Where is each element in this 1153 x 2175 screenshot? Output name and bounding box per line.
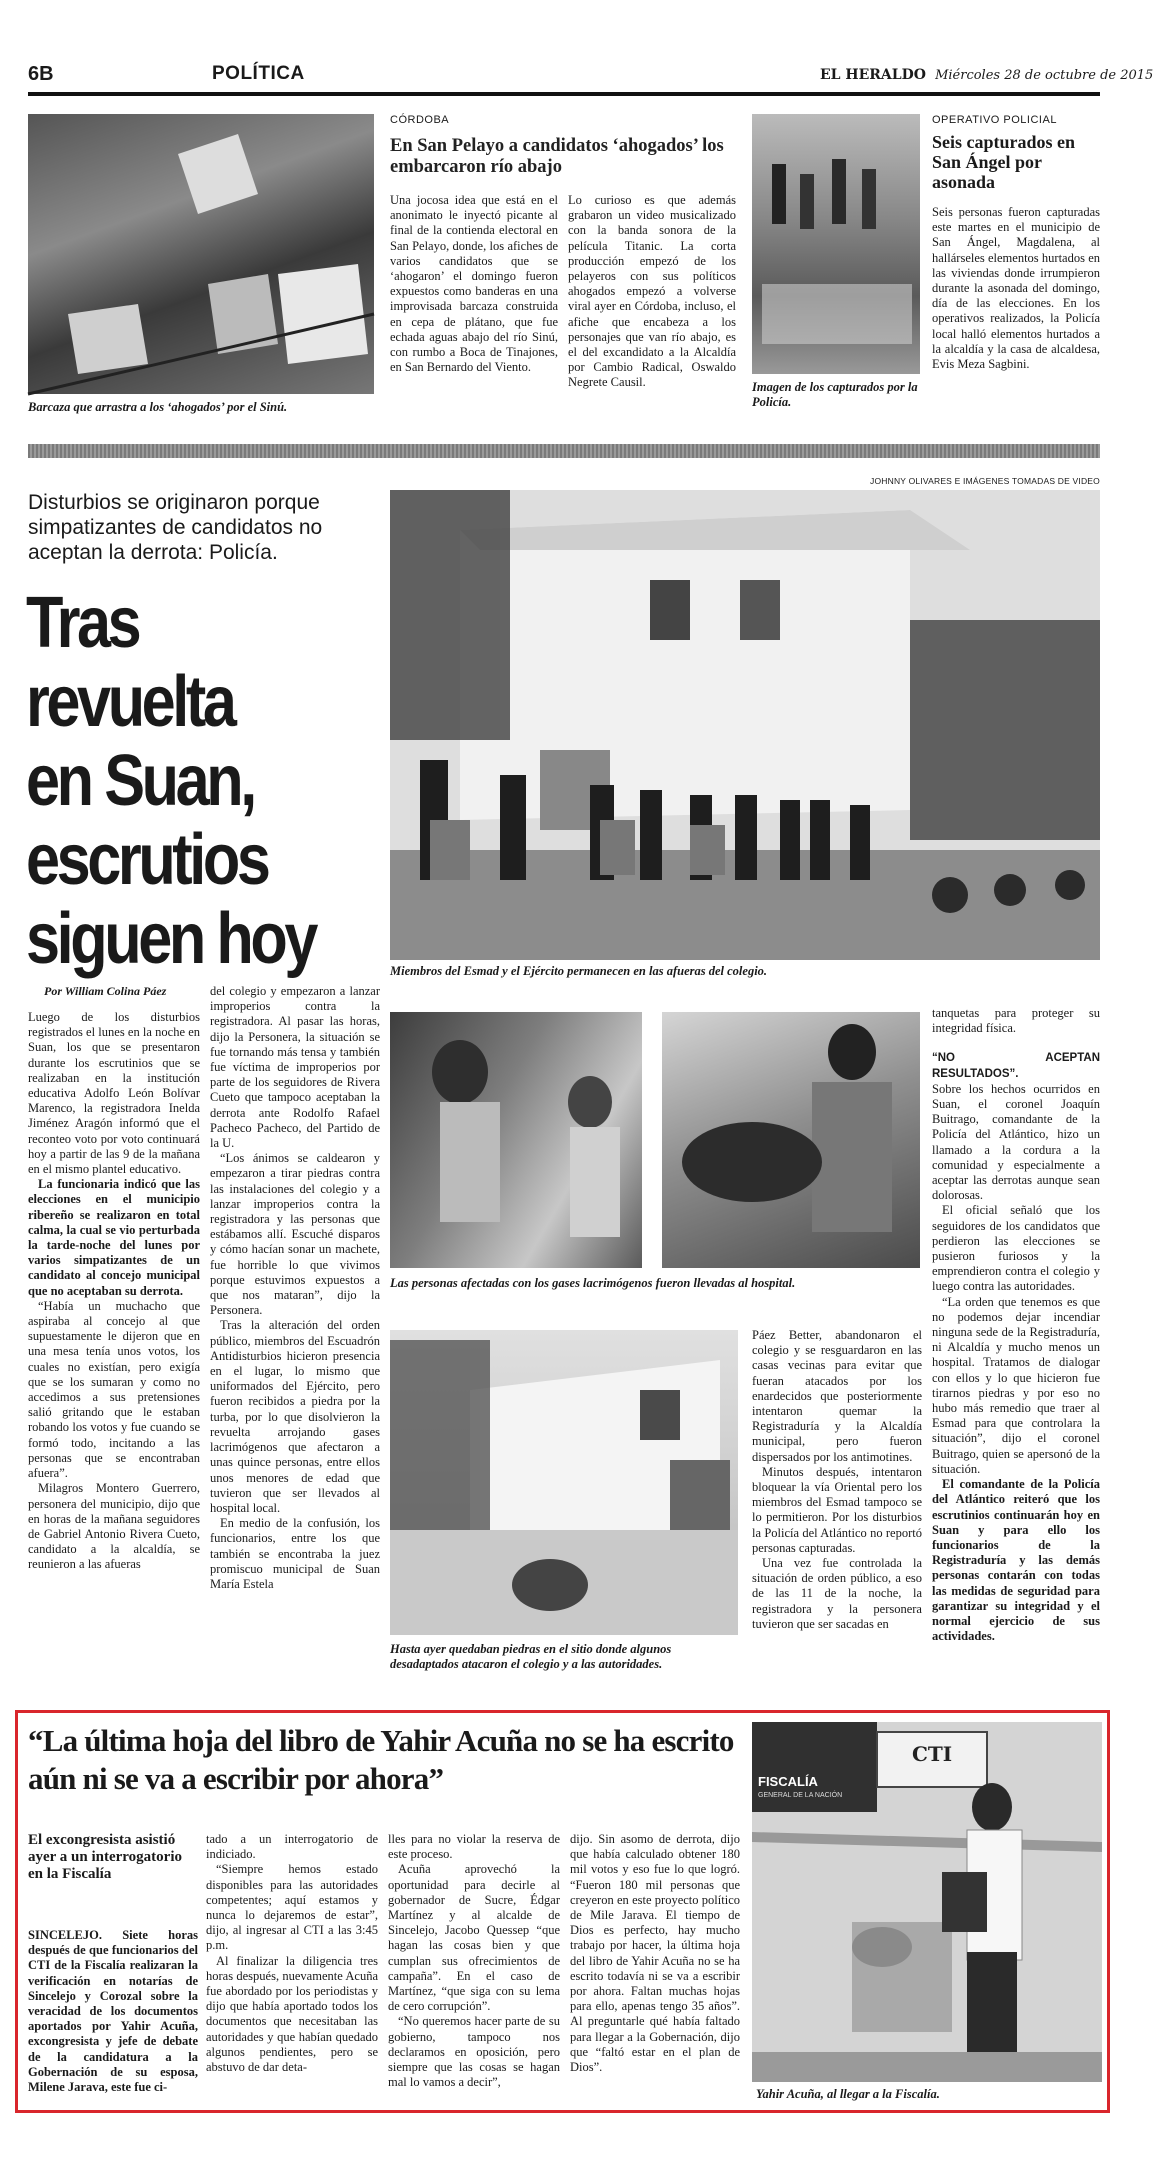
paragraph: Sobre los hechos ocurridos en Suan, el coronel Joaquín Buitrago, comandante de la Policía del Atlántico, hizo un llamado a la cordura a la comunidad y especialmente a aceptar las derrotas aunque sean dolorosas. [932,1081,1100,1203]
cordoba-kicker: CÓRDOBA [390,114,450,126]
san-pelayo-headline: En San Pelayo a candidatos ‘ahogados’ los embarcaron río abajo [390,136,724,177]
paragraph: La funcionaria indicó que las elecciones en el municipio ribereño se realizaron en total calma, la cual se vio perturbada la tarde-noche del lunes por varios simpatizantes de un candidato al concejo municipal que no aceptaban su derrota. [28,1177,200,1298]
paragraph: tado a un interrogatorio de indiciado. [206,1832,378,1862]
paragraph: Una vez fue controlada la situación de orden público, a eso de las 11 de la noche, la registradora y la personera tuvieron que ser sacadas en [752,1556,922,1631]
paragraph: Lo curioso es que además grabaron un video musicalizado con la banda sonora de la película Titanic. La corta producción empezó de los pelayeros con sus políticos ahogados empezó a volverse viral ayer en Córdoba, incluso, el afiche que encabeza a los personajes que van río abajo, es el del excandidato a la Alcaldía por Cambio Radical, Oswaldo Negrete Causil. [568,193,736,390]
headline-line: Tras revuelta [26,583,234,742]
gas-victims-photo-right [662,1012,920,1268]
paragraph: En medio de la confusión, los funcionarios, entre los que también se encontraba la juez promiscuo municipal de Suan María Estela [210,1516,380,1591]
paragraph: El comandante de la Policía del Atlántico reiteró que los escrutinios continuarán hoy en Suan y para ello los funcionarios de la Registraduría y las demás personas contarán con todas las medidas de seguridad para garantizar su integridad y el normal ejercicio de sus actividades. [932,1477,1100,1644]
paragraph: Minutos después, intentaron bloquear la vía Oriental pero los miembros del Esmad tampoco se lo permitieron. Por los disturbios la Policía del Atlántico no reportó personas capturadas. [752,1464,922,1555]
paragraph: Páez Better, abandonaron el colegio y se resguardaron en las casas vecinas para evitar que fueran atacados por los enardecidos que posteriormente intentaron quemar la Registraduría y la Alcaldía municipal, pero fueron dispersados por los antimotines. [752,1328,922,1464]
header-rule [28,92,1100,96]
stones-caption: Hasta ayer quedaban piedras en el sitio donde algunos desadaptados atacaron el colegio y a las autoridades. [390,1642,672,1671]
paragraph: Seis personas fueron capturadas este martes en el municipio de San Ángel, Magdalena, al hallárseles elementos hurtados en las viviendas donde irrumpieron durante la asonada del domingo, día de las elecciones. En los operativos realizados, la Policía local halló elementos hurtados a la alcaldía y la casa de alcaldesa, Evis Meza Sagbini. [932,205,1100,372]
paragraph: “Había un muchacho que aspiraba al concejo al que supuestamente le dijeron que en una mesa tenía unos votos, los cuales no existían, pero exigía que se los sumaran y como no accedimos a sus pretensiones salió gritando que le estaban robando los votos y fue cuando se formó todo, incitando a las personas que se encontraban afuera”. [28,1298,200,1481]
acuna-col3 [388,1832,560,2102]
acuna-col4 [570,1832,740,2102]
paragraph: dijo. Sin asomo de derrota, dijo que había calculado obtener 180 mil votos y eso fue lo que logró. “Fueron 180 mil personas que creyeron en este proyecto político de Mile Jarava. El tiempo de Dios es perfecto, hay mucho trabajo por hacer, la última hoja del libro de Yahir Acuña no se ha escrito todavía ni se va a escribir por ahora. Faltan muchas hojas para ello, apenas tengo 35 años”. Al preguntarle qué había faltado para llegar a la Gobernación, dijo que “faltó estar en el plan de Dios”. [570,1832,740,2075]
paragraph: del colegio y empezaron a lanzar improperios contra la registradora. Al pasar las horas, dijo la Personera, la situación se fue tornando más tensa y también fue víctima de improperios por parte de los seguidores de Rivera Cueto que tampoco aceptaban la derrota ante Rodolfo Rafael Pacheco Pacheco, del Partido de la U. [210,984,380,1151]
paragraph: Acuña aprovechó la oportunidad para decirle al gobernador de Sucre, Édgar Martínez y al alcalde de Sincelejo, Jacobo Quessep “que hagan las cosas bien y que cumplan sus ofrecimientos de campaña”. En el caso de Martínez, “que siga con su lema de cero corrupción”. [388,1862,560,2014]
paragraph: “Siempre hemos estado disponibles para las autoridades competentes; aquí estamos y nunca lo dejaremos de estar”, dijo, al ingresar al CTI a las 3:45 p.m. [206,1862,378,1953]
main-col2 [210,984,380,1714]
main-col3 [752,1328,922,1688]
captured-photo [752,114,920,374]
masthead [820,64,1153,83]
acuna-col2 [206,1832,378,2102]
photo-credit: JOHNNY OLIVARES E IMÁGENES TOMADAS DE VIDEO [870,476,1100,486]
cti-sign: CTI [912,1742,953,1766]
paragraph: Al finalizar la diligencia tres horas después, nuevamente Acuña fue abordado por los periodistas y dijo que había aportado todos los documentos que necesitaban las autoridades y que habían quedado algunos pendientes, pero se abstuvo de dar deta- [206,1953,378,2075]
paragraph: lles para no violar la reserva de este proceso. [388,1832,560,1862]
stones-photo [390,1330,738,1635]
acuna-photo [752,1722,1102,2082]
headline-line: en Suan, [26,741,254,821]
paragraph: Luego de los disturbios registrados el lunes en la noche en Suan, los que se presentaron durante los escrutinios que se realizaban en la institución educativa Adolfo León Bolívar Marenco, la registradora Inelda Jiménez Aragón informó que el reconteo voto por voto continuará hoy a partir de las 9 de la mañana en el mismo plantel educativo. [28,1010,200,1177]
barge-photo-caption: Barcaza que arrastra a los ‘ahogados’ por el Sinú. [28,400,288,414]
gas-victims-photo-left [390,1012,642,1268]
acuna-photo-caption: Yahir Acuña, al llegar a la Fiscalía. [756,2087,940,2101]
san-pelayo-col2 [568,193,736,418]
fiscalia-sign [758,1774,818,1789]
paragraph: Milagros Montero Guerrero, personera del municipio, dijo que en horas de la mañana seguidores de Gabriel Antonio Rivera Cueto, candidato a la alcaldía, se reunieron a las afueras [28,1481,200,1572]
acuna-col1 [28,1928,198,2103]
main-col4 [932,1006,1100,1696]
barge-photo [28,114,374,394]
paragraph: “La orden que tenemos es que no podemos dejar incendiar ninguna sede de la Registraduría, ni Alcaldía y mucho menos un hospital. Tratamos de dialogar con ellos y lo que hicieron fue tirarnos piedras y por eso no hubo más remedio que traer al Esmad para que controlara la situación”, dijo el coronel Buitrago, quien se apersonó de la situación. [932,1294,1100,1476]
section-divider-band [28,444,1100,458]
acuna-headline: “La última hoja del libro de Yahir Acuña no se ha escrito aún ni se va a escribir por ahora” [28,1723,734,1796]
esmad-photo [390,490,1100,960]
san-angel-headline: Seis capturados en San Ángel por asonada [932,132,1076,192]
paragraph: SINCELEJO. Siete horas después de que funcionarios del CTI de la Fiscalía realizaran la verificación en notarías de Sincelejo y Corozal sobre la veracidad de los documentos aportados por Yahir Acuña, excongresista y jefe de debate de la candidatura a la Gobernación de su esposa, Milene Jarava, este fue ci- [28,1928,198,2095]
paragraph: “Los ánimos se caldearon y empezaron a tirar piedras contra las instalaciones del colegio y a lanzar improperios contra la registradora y las personas que estábamos allí. Escuché disparos y cómo hacían sonar un machete, fue horrible lo que vivimos porque estuvimos expuestos a que nos mataran”, dijo la Personera. [210,1151,380,1318]
issue-date: Miércoles 28 de octubre de 2015 [935,68,1153,83]
paragraph: Una jocosa idea que está en el anonimato le inyectó picante al final de la contienda electoral en San Pelayo, donde, los afiches de varios candidatos que se ‘ahogaron’ el domingo fueron expuestos como banderas en una improvisada barcaza construida en cepa de plátano, que fue echada aguas abajo del río Sinú, con rumbo a Boca de Tinajones, en San Bernardo del Viento. [390,193,558,375]
paragraph: Tras la alteración del orden público, miembros del Escuadrón Antidisturbios hicieron presencia en el lugar, lo mismo que uniformados del Ejército, pero fueron recibidos a piedra por la turba, por lo que disolvieron la revuelta arrojando gases lacrimógenos que afectaron a unas quince personas, entre ellos unos menores de edad que tuvieron que ser llevados al hospital local. [210,1318,380,1515]
main-deck: Disturbios se originaron porque simpatizantes de candidatos no aceptan la derrota: Policía. [28,491,323,564]
main-col1 [28,1010,200,1710]
headline-line: siguen hoy [26,899,316,979]
page-number: 6B [28,63,54,85]
fiscalia-sign-sub: GENERAL DE LA NACIÓN [758,1792,843,1799]
operativo-kicker: OPERATIVO POLICIAL [932,114,1057,126]
san-angel-body [932,205,1100,420]
esmad-photo-caption: Miembros del Esmad y el Ejército permanecen en las afueras del colegio. [390,964,768,978]
san-pelayo-col1 [390,193,558,418]
captured-photo-caption: Imagen de los capturados por la Policía. [752,380,918,409]
paragraph: tanquetas para proteger su integridad física. [932,1006,1100,1036]
gas-victims-caption: Las personas afectadas con los gases lacrimógenos fueron llevadas al hospital. [390,1276,796,1290]
section-name: POLÍTICA [212,63,305,84]
paragraph: El oficial señaló que los seguidores de los candidatos que perdieron las elecciones se pusieron furiosos y la emprendieron contra el colegio y luego contra las autoridades. [932,1203,1100,1294]
fiscalia-sign-text: FISCALÍA [758,1774,818,1789]
headline-line: escrutios [26,820,268,900]
acuna-deck: El excongresista asistió ayer a un interrogatorio en la Fiscalía [28,1832,183,1882]
paragraph: “No queremos hacer parte de su gobierno, tampoco nos declaramos en oposición, pero siempre que las cosas se hagan mal lo vamos a decir”, [388,2014,560,2090]
main-headline [26,584,332,979]
newspaper-name: EL HERALDO [820,67,926,83]
byline: Por William Colina Páez [44,984,167,998]
subheading: “NO ACEPTAN RESULTADOS”. [932,1052,1100,1080]
